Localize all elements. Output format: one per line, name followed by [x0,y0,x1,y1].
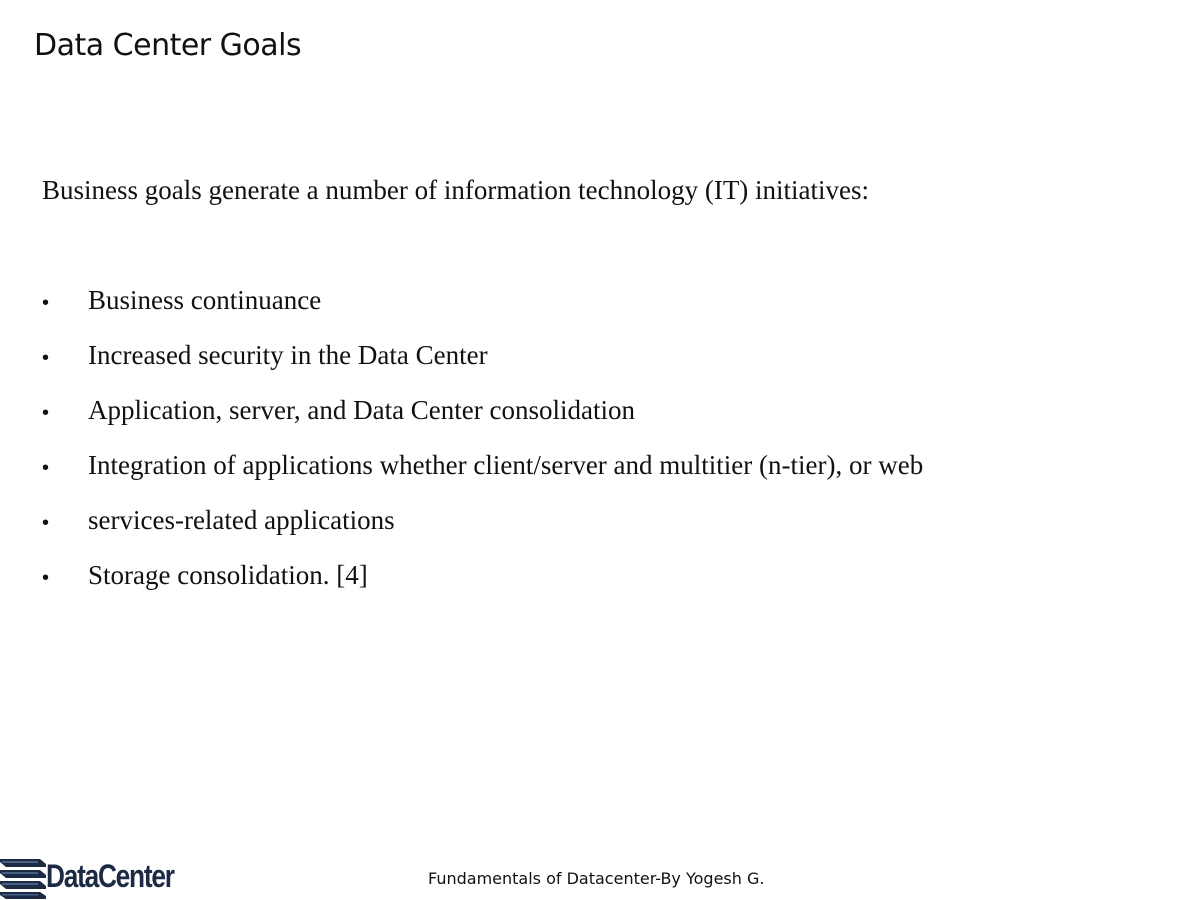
list-item-text: services-related applications [88,505,395,535]
list-item [42,560,923,615]
list-item [42,450,923,505]
list-item [42,395,923,450]
list-item [42,340,923,395]
list-item-text: Increased security in the Data Center [88,340,488,370]
list-item-text: Business continuance [88,285,322,315]
bullet-icon: • [42,402,50,424]
footer-credit: Fundamentals of Datacenter-By Yogesh G. [428,869,765,888]
list-item [42,505,923,560]
bullet-icon: • [42,347,50,369]
list-item-text: Integration of applications whether client/server and multitier (n-tier), or web [88,450,924,480]
slide-title: Data Center Goals [34,28,302,63]
bullet-icon: • [42,292,50,314]
bullet-icon: • [42,512,50,534]
datacenter-logo [0,853,202,899]
list-item-text: Application, server, and Data Center consolidation [88,395,636,425]
bullet-icon: • [42,457,50,479]
list-item [42,285,923,340]
stacked-server-icon [0,853,46,899]
bullet-icon: • [42,567,50,589]
logo-text: DataCenter [46,858,174,894]
intro-text: Business goals generate a number of information technology (IT) initiatives: [42,175,870,205]
bullet-list [42,285,923,615]
list-item-text: Storage consolidation. [4] [88,560,368,590]
